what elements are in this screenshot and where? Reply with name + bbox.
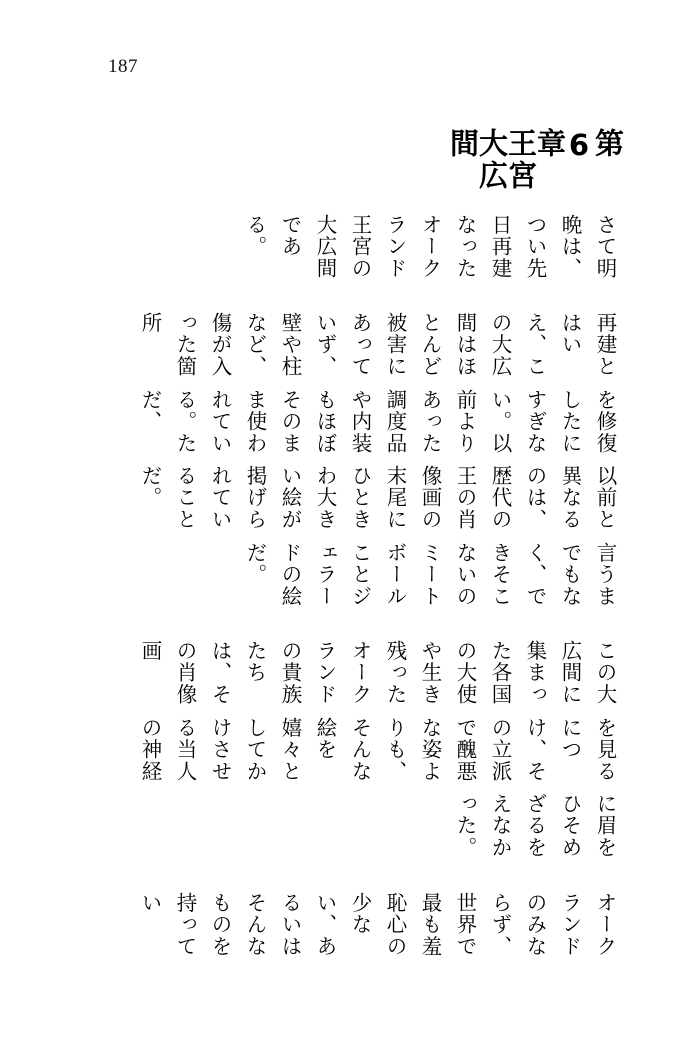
body-line: 以前と異なるのは、歴代の王の肖像画の末尾にひときわ大きい絵が掲げられていることだ。 (138, 465, 617, 531)
body-line: さて明晩は、つい先日再建なったオークランド王宮の大広間である。 (243, 214, 617, 280)
vertical-text-block (62, 108, 625, 968)
body-line: この大広間に集まった各国の大使や生き残ったオークランドの貴族たちは、その肖像画 (138, 640, 617, 706)
body-line: を修復したにすぎない。以前よりあった調度品や内装もほぼそのまま使われている。ただ、 (138, 388, 617, 454)
page-number: 187 (108, 56, 138, 77)
body-line: 再建とはいえ、この大広間はほとんど被害にあっていず、壁や柱など、傷が入った箇所 (138, 312, 617, 378)
body-line: 言うまでもなく、できそこないのミートボールことジェラードの絵だ。 (243, 541, 617, 607)
body-line: に眉をひそめざるをえなかった。 (453, 793, 617, 859)
chapter-title: 第6章 王宮大広間 (446, 128, 625, 192)
body-line: オークランドのみならず、世界で最も羞恥心の少ない、あるいはそんなものを持ってい (138, 891, 617, 957)
body-line: を見るにつけ、その立派で醜悪な姿よりも、そんな絵を嬉々としてかけさせる当人の神経 (138, 716, 617, 782)
